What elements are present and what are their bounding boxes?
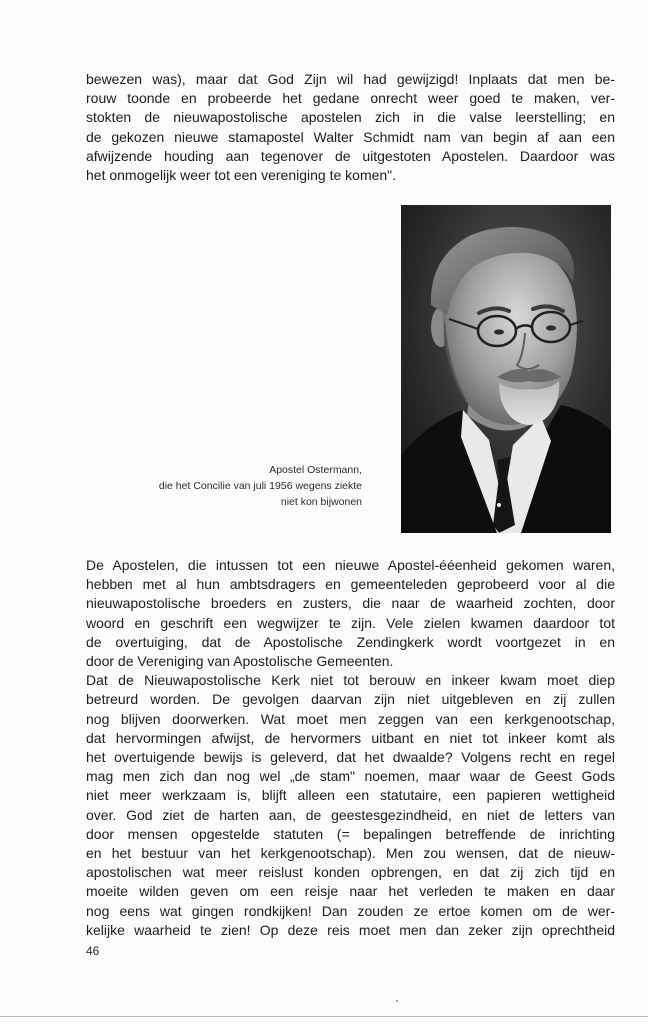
text-line: woord en geschrift een wegwijzer te zijn. Vele zielen kwamen daardoor tot: [86, 614, 615, 631]
paragraph-main: [86, 556, 615, 940]
text-line: apostolischen wat meer reislust konden opbrengen, en dat zij zich tijd en: [86, 864, 615, 881]
text-line: nieuwapostolische broeders en zusters, die naar de waarheid zochten, door: [86, 595, 615, 612]
text-line: hebben met al hun ambtsdragers en gemeenteleden geprobeerd voor al die: [86, 576, 615, 593]
paragraph-top: [86, 70, 615, 185]
text-line: het overtuigende bewijs is geleverd, dat het dwaalde? Volgens recht en regel: [86, 749, 615, 766]
text-line: de overtuiging, dat de Apostolische Zendingkerk wordt voortgezet in en: [86, 633, 615, 650]
text-line: door de Vereniging van Apostolische Gemeenten.: [86, 653, 394, 670]
page-number: 46: [86, 944, 100, 958]
caption-line: die het Concilie van juli 1956 wegens ziekte: [158, 480, 362, 492]
text-line: moeite wilden geven om een reisje naar het verleden te maken en daar: [86, 883, 615, 900]
paper-speck: [396, 1000, 398, 1002]
text-line: kelijke waarheid te zien! Op deze reis moet men dan zeker zijn oprechtheid: [86, 921, 615, 938]
text-line: de gekozen nieuwe stamapostel Walter Schmidt nam van begin af aan een: [86, 128, 615, 145]
text-line: mag men zich dan nog wel „de stam" noemen, maar waar de Geest Gods: [86, 768, 615, 785]
text-line: bewezen was), maar dat God Zijn wil had gewijzigd! Inplaats dat men be-: [86, 71, 615, 87]
text-line: over. God ziet de harten aan, de geestesgezindheid, en niet de letters van: [86, 806, 615, 823]
scan-edge-line: [0, 1016, 648, 1017]
text-line: nog blijven doorwerken. Wat moet men zeggen van een kerkgenootschap,: [86, 710, 615, 727]
text-line: stokten de nieuwapostolische apostelen zich in die valse leerstelling; en: [86, 109, 615, 126]
text-line: niet meer werkzaam is, blijft alleen een statutaire, een papieren wettigheid: [86, 787, 615, 804]
text-line: Dat de Nieuwapostolische Kerk niet tot berouw en inkeer kwam moet diep: [86, 672, 615, 689]
caption-line: niet kon bijwonen: [280, 496, 362, 508]
photo-caption: [100, 462, 362, 510]
text-line: rouw toonde en probeerde het gedane onrecht weer goed te maken, ver-: [86, 90, 615, 107]
text-line: en het bestuur van het kerkgenootschap). Men zou wensen, dat de nieuw-: [86, 845, 615, 862]
text-line: nog eens wat gingen rondkijken! Dan zouden ze ertoe komen om de wer-: [86, 902, 615, 919]
text-line: De Apostelen, die intussen tot een nieuwe Apostel-ééenheid gekomen waren,: [86, 557, 615, 573]
text-line: het onmogelijk weer tot een vereniging te komen".: [86, 167, 397, 184]
portrait-photo: [401, 205, 611, 533]
text-line: dat hervormingen afwijst, de hervormers uitbant en niet tot inkeer komt als: [86, 729, 615, 746]
portrait-illustration: [401, 205, 611, 533]
text-line: afwijzende houding aan tegenover de uitgestoten Apostelen. Daardoor was: [86, 147, 615, 164]
caption-line: Apostel Ostermann,: [269, 464, 362, 476]
text-line: betreurd worden. De gevolgen daarvan zijn niet uitgebleven en zij zullen: [86, 691, 615, 708]
text-line: door mensen opgestelde statuten (= bepalingen betreffende de inrichting: [86, 825, 615, 842]
